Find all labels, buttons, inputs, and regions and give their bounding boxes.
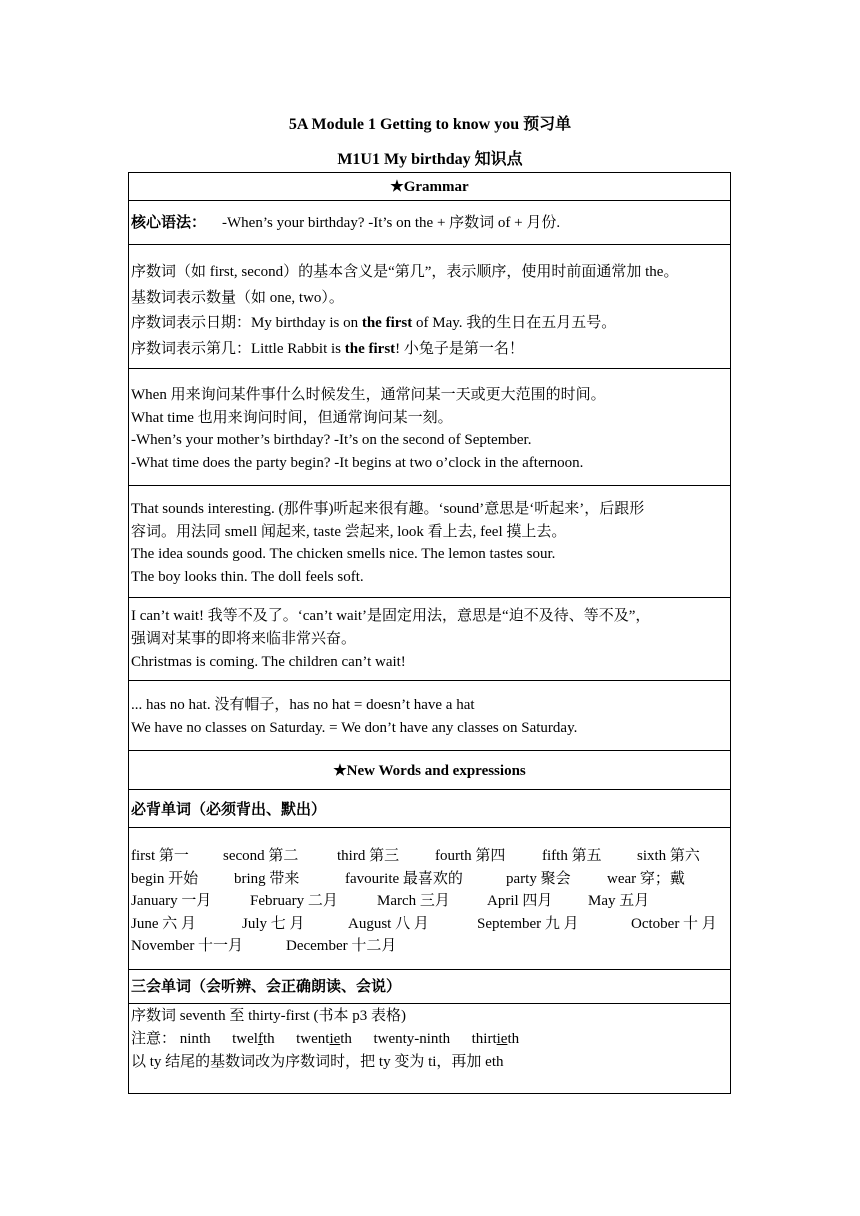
three-line-2 — [131, 1030, 519, 1048]
three-label-row — [129, 970, 730, 1004]
word-item: July 七 月 — [242, 916, 305, 932]
word-part: thirt — [471, 1031, 497, 1047]
words-header-row — [129, 751, 730, 790]
ordinal-row — [129, 245, 730, 369]
wait-row — [129, 598, 730, 681]
word-item: begin 开始 — [131, 871, 199, 887]
core-grammar-line — [131, 214, 560, 232]
sounds-row — [129, 486, 730, 598]
document-title: 5A Module 1 Getting to know you 预习单 — [288, 116, 572, 133]
sounds-line-4: The boy looks thin. The doll feels soft. — [131, 569, 364, 585]
when-line-1: When 用来询问某件事什么时候发生，通常问某一天或更大范围的时间。 — [131, 387, 606, 403]
three-words-row — [129, 1004, 730, 1093]
note-word-twelfth — [232, 1031, 275, 1047]
word-item: June 六 月 — [131, 916, 196, 932]
when-row — [129, 369, 730, 486]
core-grammar-label: 核心语法： — [131, 215, 207, 231]
ordinal-line-4-bold: the first — [344, 341, 396, 357]
word-item: second 第二 — [223, 848, 299, 864]
core-grammar-row — [129, 201, 730, 245]
ordinal-line-4-post: ! 小兔子是第一名！ — [395, 341, 524, 357]
word-item: September 九 月 — [477, 916, 579, 932]
word-item: March 三月 — [377, 893, 450, 909]
ordinal-line-3-pre: 序数词表示日期：My birthday is on — [131, 315, 362, 331]
word-part: th — [438, 1031, 451, 1047]
ordinal-line-1: 序数词（如 first, second）的基本含义是“第几”，表示顺序，使用时前面通常加 the。 — [131, 264, 679, 280]
core-grammar-text: -When’s your birthday? -It’s on the + 序数词 of + 月份. — [222, 215, 561, 231]
word-item: fifth 第五 — [542, 848, 602, 864]
sounds-line-1: That sounds interesting. (那件事)听起来很有趣。‘sound’意思是‘听起来’，后跟形 — [131, 501, 645, 517]
word-item: third 第三 — [337, 848, 400, 864]
ordinal-line-3 — [131, 314, 616, 332]
ordinal-line-3-bold: the first — [361, 315, 413, 331]
ordinal-line-4-pre: 序数词表示第几：Little Rabbit is — [131, 341, 345, 357]
word-item: May 五月 — [588, 893, 650, 909]
note-word-ninth — [180, 1031, 211, 1047]
word-part: th — [340, 1031, 352, 1047]
must-label: 必背单词（必须背出、默出） — [131, 802, 327, 818]
word-item: December 十二月 — [286, 938, 397, 954]
word-part-underlined: f — [257, 1031, 263, 1047]
word-part: th — [198, 1031, 211, 1047]
sounds-line-3: The idea sounds good. The chicken smells nice. The lemon tastes sour. — [131, 546, 556, 562]
ordinal-line-3-post: of May. 我的生日在五月五号。 — [412, 315, 617, 331]
note-label: 注意： — [131, 1031, 177, 1047]
wait-line-1: I can’t wait! 我等不及了。‘can’t wait’是固定用法，意思是“迫不及待、等不及”， — [131, 608, 651, 624]
word-item: January 一月 — [131, 893, 212, 909]
must-label-row — [129, 790, 730, 828]
word-item: wear 穿；戴 — [607, 871, 685, 887]
sounds-line-2: 容词。用法同 smell 闻起来, taste 尝起来, look 看上去, feel 摸上去。 — [131, 524, 567, 540]
word-part: nin — [179, 1031, 199, 1047]
when-line-4: -What time does the party begin? -It begins at two o’clock in the afternoon. — [131, 455, 584, 471]
when-line-3: -When’s your mother’s birthday? -It’s on the second of September. — [131, 432, 532, 448]
word-item: April 四月 — [487, 893, 553, 909]
three-line-1: 序数词 seventh 至 thirty-first (书本 p3 表格) — [131, 1008, 406, 1024]
word-part: twel — [232, 1031, 258, 1047]
word-part: twenty-nin — [373, 1031, 439, 1047]
hat-line-2: We have no classes on Saturday. = We don’t have any classes on Saturday. — [131, 720, 578, 736]
word-item: August 八 月 — [348, 916, 429, 932]
hat-row — [129, 681, 730, 751]
word-part-underlined: ie — [329, 1031, 341, 1047]
word-item: November 十一月 — [131, 938, 244, 954]
grammar-header: ★Grammar — [390, 179, 469, 195]
ordinal-line-4 — [131, 340, 524, 358]
word-item: bring 带来 — [234, 871, 300, 887]
knowledge-table — [128, 172, 731, 1094]
three-line-3: 以 ty 结尾的基数词改为序数词时，把 ty 变为 ti，再加 eth — [131, 1054, 504, 1070]
word-part: th — [507, 1031, 520, 1047]
hat-line-1: ... has no hat. 没有帽子，has no hat = doesn’t have a hat — [131, 697, 475, 713]
word-part: twent — [296, 1031, 330, 1047]
grammar-header-row — [129, 173, 730, 201]
note-word-thirtieth — [472, 1031, 520, 1047]
words-header: ★New Words and expressions — [333, 763, 526, 779]
word-part-underlined: ie — [496, 1031, 508, 1047]
note-word-twentieth — [296, 1031, 352, 1047]
word-item: first 第一 — [131, 848, 189, 864]
must-words-row — [129, 828, 730, 970]
word-item: party 聚会 — [506, 871, 571, 887]
ordinal-line-2: 基数词表示数量（如 one, two）。 — [131, 290, 344, 306]
when-line-2: What time 也用来询问时间，但通常询问某一刻。 — [131, 410, 453, 426]
wait-line-3: Christmas is coming. The children can’t wait! — [131, 654, 406, 670]
note-word-twenty-ninth — [373, 1031, 450, 1047]
word-item: favourite 最喜欢的 — [345, 871, 463, 887]
word-part: th — [262, 1031, 275, 1047]
word-item: sixth 第六 — [637, 848, 700, 864]
document-subtitle: M1U1 My birthday 知识点 — [337, 151, 523, 168]
word-item: February 二月 — [250, 893, 338, 909]
word-item: October 十 月 — [631, 916, 717, 932]
wait-line-2: 强调对某事的即将来临非常兴奋。 — [131, 631, 357, 647]
three-label: 三会单词（会听辨、会正确朗读、会说） — [131, 979, 402, 995]
word-item: fourth 第四 — [435, 848, 506, 864]
